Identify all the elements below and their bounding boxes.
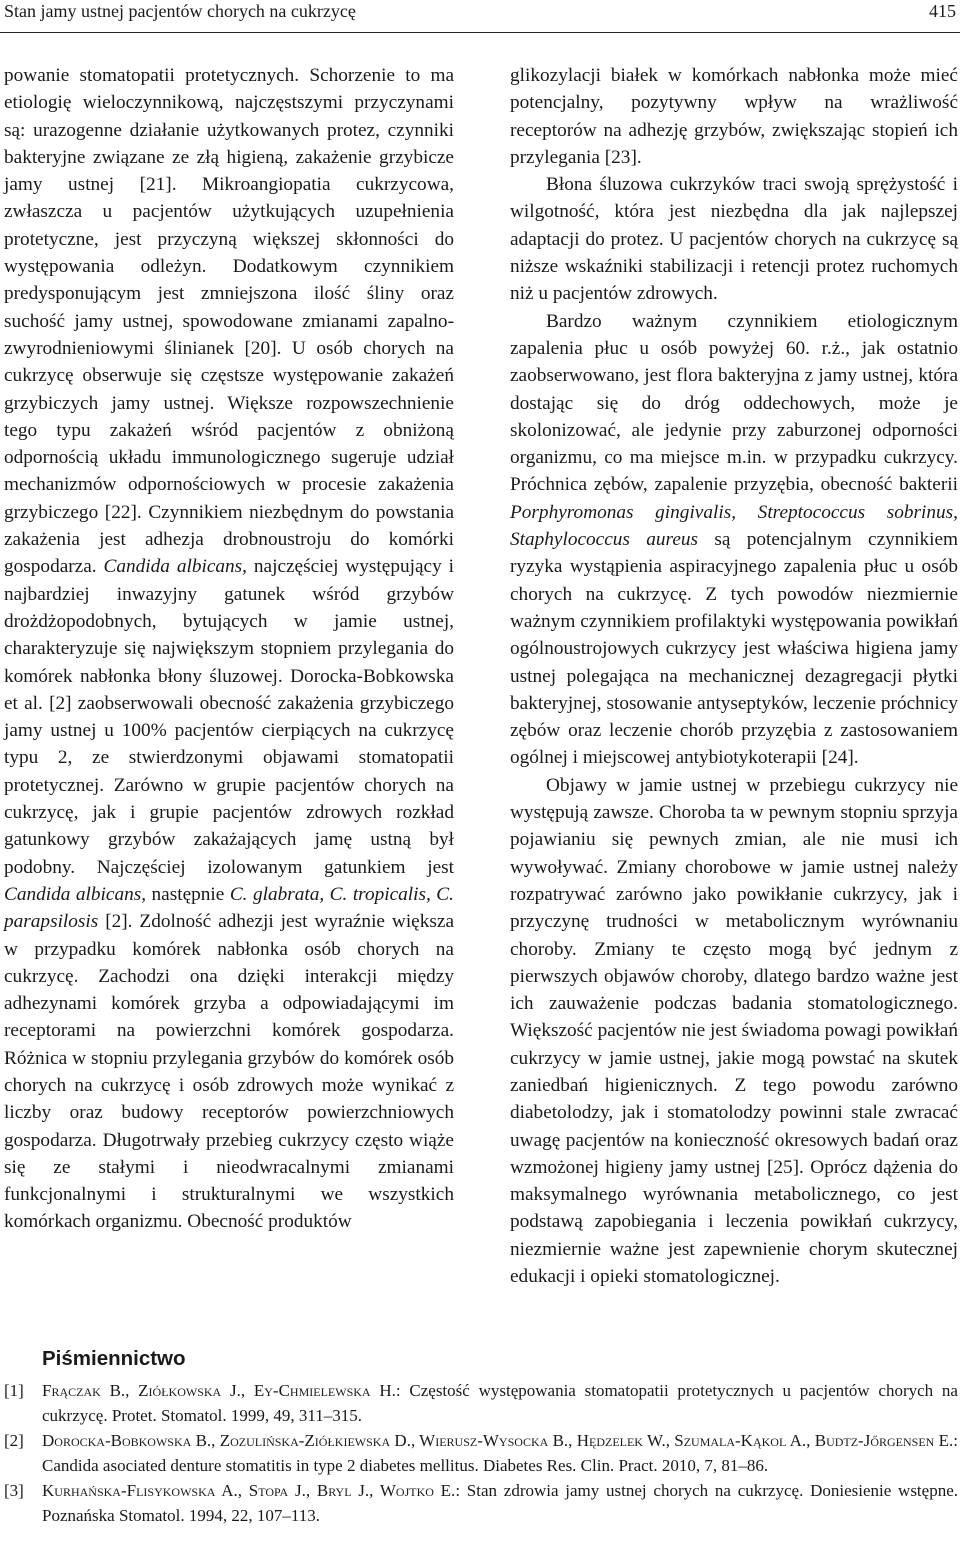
reference-authors: Kurhańska-Flisykowska A., Stopa J., Bryl J., Wojtko E. <box>42 1481 456 1500</box>
reference-item <box>4 1479 958 1528</box>
right-paragraph-1: glikozylacji białek w komórkach nabłonka może mieć potencjalny, pozytywny wpływ na wrażliwość receptorów na adhezję grzybów, zwiększając stopień ich przylegania [23]. <box>510 65 958 168</box>
page-number: 415 <box>929 1 956 21</box>
reference-item <box>4 1429 958 1478</box>
right-column <box>510 62 958 1290</box>
reference-details: : Stan zdrowia jamy ustnej chorych na cukrzycę. Doniesienie wstępne. Poznańska Stomatol. 1994, 22, 107–113. <box>42 1481 958 1525</box>
reference-details: : Candida asociated denture stomatitis in type 2 diabetes mellitus. Diabetes Res. Clin. Pract. 2010, 7, 81–86. <box>42 1431 958 1475</box>
right-paragraph-3 <box>510 308 958 772</box>
reference-number: [2] <box>4 1431 24 1450</box>
text-run: powanie stomatopatii protetycznych. Schorzenie to ma etiologię wieloczynnikową, najczęstszymi przyczynami są: urazogenne działanie użytkowanych protez, czynniki bakteryjne związane ze złą higieną, zakażenie grzybicze jamy ustnej [21]. Mikroangiopatia cukrzycowa, zwłaszcza u pacjentów użytkujących uzupełnienia protetyczne, jest przyczyną większej skłonności do występowania odleżyn. Dodatkowym czynnikiem predysponującym jest zmniejszona ilość śliny oraz suchość jamy ustnej, spowodowane zmianami zapalno-zwyrodnieniowymi ślinianek [20]. U osób chorych na cukrzycę obserwuje się częstsze występowanie zakażeń grzybiczych jamy ustnej. Większe rozpowszechnienie tego typu zakażeń wśród pacjentów z obniżoną odpornością układu immunologicznego sugeruje udział mechanizmów odpornościowych w procesie zakażenia grzybiczego [22]. Czynnikiem niezbędnym do powstania zakażenia jest adhezja drobnoustroju do komórki gospodarza. <box>4 65 454 578</box>
reference-item <box>4 1379 958 1428</box>
reference-number: [1] <box>4 1381 24 1400</box>
right-paragraph-2: Błona śluzowa cukrzyków traci swoją sprężystość i wilgotność, która jest niezbędna dla jak najlepszej adaptacji do protez. U pacjentów chorych na cukrzycę są niższe wskaźniki stabilizacji i retencji protez ruchomych niż u pacjentów zdrowych. <box>510 174 958 305</box>
reference-body <box>42 1429 958 1478</box>
species-name: Candida albicans <box>103 556 243 578</box>
reference-body <box>42 1379 958 1428</box>
reference-number: [3] <box>4 1481 24 1500</box>
reference-details: : Częstość występowania stomatopatii protetycznych u pacjentów chorych na cukrzycę. Protet. Stomatol. 1999, 49, 311–315. <box>42 1381 958 1425</box>
running-title: Stan jamy ustnej pacjentów chorych na cukrzycę <box>4 1 356 21</box>
reference-body <box>42 1479 958 1528</box>
reference-authors: Frączak B., Ziółkowska J., Ey-Chmielewska H. <box>42 1381 396 1400</box>
references-heading: Piśmiennictwo <box>42 1347 186 1370</box>
species-names: C. glabrata, C. tropicalis, C. parapsilosis <box>4 883 454 933</box>
text-run: są potencjalnym czynnikiem ryzyka wystąpienia aspiracyjnego zapalenia płuc u osób chorych na cukrzycę. Z tych powodów niezmiernie ważnym czynnikiem profilaktyki występowania powikłań ogólnoustrojowych cukrzycy jest właściwa higiena jamy ustnej polegająca na mechanicznej dezagregacji płytki bakteryjnej, stosowanie antyseptyków, leczenie próchnicy zębów oraz leczenie chorób przyzębia z zastosowaniem ogólnej i miejscowej antybiotykoterapii [24]. <box>510 529 958 769</box>
species-name: Candida albicans <box>4 883 142 905</box>
text-run: , następnie <box>141 883 230 905</box>
text-run: , najczęściej występujący i najbardziej inwazyjny gatunek wśród grzybów drożdżopodobnych, bytujących w jamie ustnej, charakteryzuje się największym stopniem przylegania do komórek nabłonka błony śluzowej. Dorocka-Bobkowska et al. [2] zaobserwowali obecność zakażenia grzybiczego jamy ustnej u 100% pacjentów cierpiących na cukrzycę typu 2, ze stwierdzonymi objawami stomatopatii protetycznej. Zarówno w grupie pacjentów chorych na cukrzycę, jak i grupie pacjentów zdrowych rozkład gatunkowy grzybów zakażających jamę ustną był podobny. Najczęściej izolowanym gatunkiem jest <box>4 556 454 878</box>
text-run: [2]. Zdolność adhezji jest wyraźnie większa w przypadku komórek nabłonka osób chorych na cukrzycę. Zachodzi ona dzięki interakcji między adhezynami komórek grzyba a odpowiadającymi im receptorami na powierzchni komórek gospodarza. Różnica w stopniu przylegania grzybów do komórek osób chorych na cukrzycę i osób zdrowych może wynikać z liczby oraz budowy receptorów powierzchniowych gospodarza. Długotrwały przebieg cukrzycy często wiąże się ze stałymi i nieodwracalnymi zmianami funkcjonalnymi i strukturalnymi we wszystkich komórkach organizmu. Obecność produktów <box>4 911 454 1233</box>
text-run: Bardzo ważnym czynnikiem etiologicznym zapalenia płuc u osób powyżej 60. r.ż., jak ostatnio zaobserwowano, jest flora bakteryjna z jamy ustnej, która dostając się do dróg oddechowych, może je skolonizować, ale jedynie przy zaburzonej odporności organizmu, co ma miejsce m.in. w przypadku cukrzycy. Próchnica zębów, zapalenie przyzębia, obecność bakterii <box>510 310 958 496</box>
left-column <box>4 62 454 1236</box>
left-paragraph <box>4 62 454 1236</box>
right-paragraph-4: Objawy w jamie ustnej w przebiegu cukrzycy nie występują zawsze. Choroba ta w pewnym stopniu sprzyja pojawianiu się pewnych zmian, ale nie musi ich wywoływać. Zmiany chorobowe w jamie ustnej należy rozpatrywać zarówno jako powikłanie cukrzycy, jak i przyczynę trudności w metabolicznym wyrównaniu choroby. Zmiany te często mogą być jednym z pierwszych objawów choroby, dlatego bardzo ważne jest ich zauważenie podczas badania stomatologicznego. Większość pacjentów nie jest świadoma powagi powikłań cukrzycy w jamie ustnej, jakie mogą powstać na skutek zaniedbań higienicznych. Z tego powodu zarówno diabetolodzy, jak i stomatolodzy powinni stale zwracać uwagę pacjentów na konieczność okresowych badań oraz wzmożonej higieny jamy ustnej [25]. Oprócz dążenia do maksymalnego wyrównania metabolicznego, co jest podstawą zapobiegania i leczenia powikłań cukrzycy, niezmiernie ważne jest zapewnienie chorym skutecznej edukacji i opieki stomatologicznej. <box>510 774 958 1288</box>
reference-authors: Dorocka-Bobkowska B., Zozulińska-Ziółkiewska D., Wierusz-Wysocka B., Hędzelek W., Szumala-Kąkol A., Budtz-Jőrgensen E. <box>42 1431 954 1450</box>
bacteria-names: Porphyromonas gingivalis, Streptococcus sobrinus, Staphylococcus aureus <box>510 501 958 551</box>
references-list <box>4 1379 958 1529</box>
running-header <box>0 0 960 33</box>
